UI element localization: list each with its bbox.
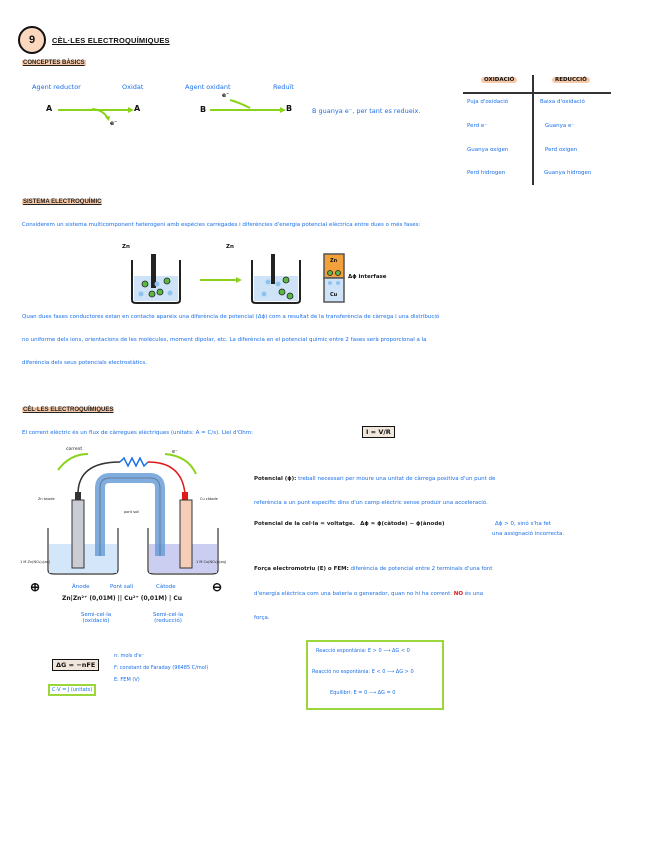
interface-label: Δϕ interfase (348, 274, 387, 280)
species-b-end: B (286, 104, 293, 113)
plus-sign-icon: ⊕ (30, 580, 41, 594)
table-cell: Perd hidrogen (467, 170, 506, 176)
interface-bottom-label: Cu (330, 292, 338, 298)
fem-definition-line2 (254, 591, 654, 597)
gibbs-formula-box: ΔG = −nFE (52, 659, 99, 671)
section-heading-sistema: SISTEMA ELECTROQUÍMIC (23, 199, 102, 205)
spontaneous-rule: Reacció espontània: E > 0 ⟶ ΔG < 0 (316, 648, 410, 654)
electron-flow-label: e⁻ (172, 449, 178, 455)
cell-potential-formula: Δϕ = ϕ(càtode) − ϕ(ànode) (360, 521, 445, 527)
gibbs-n: n: mols d'e⁻ (114, 653, 145, 659)
sistema-paragraph-line: no uniforme dels ions, orientacions de les molècules, moment dipolar, etc. La diferència en el potencial químic entre 2 fases serà proporcional a la (22, 337, 427, 343)
interface-top-label: Zn (330, 258, 338, 264)
beaker1-label: Zn (122, 244, 130, 250)
left-electrode-label: Zn ànode (38, 497, 55, 501)
ohm-law-box: I = V/R (362, 426, 395, 438)
beaker2-label: Zn (226, 244, 234, 250)
label-agent-oxidant: Agent oxidant (185, 83, 231, 91)
label-reduit: Reduït (273, 83, 294, 91)
table-cell: Puja d'oxidació (467, 99, 509, 105)
table-header-reduccio: REDUCCIÓ (552, 77, 590, 83)
fem-line1: diferència de potencial entre 2 terminals d'una font (350, 566, 493, 572)
table-cell: Perd oxigen (545, 147, 578, 153)
right-solution-label: 1 M Cu(NO₃)₂(aq) (196, 560, 227, 564)
left-halfcell-label: Semi-cel·la (oxidació) (80, 612, 112, 624)
table-horizontal-rule (463, 92, 611, 94)
cell-potential-line (254, 521, 445, 527)
cell-notation: Zn|Zn²⁺ (0,01M) || Cu²⁺ (0,01M) | Cu (62, 595, 182, 602)
fem-line3: força. (254, 615, 270, 621)
fem-definition-line1 (254, 566, 654, 572)
cell-potential-note2: una assignació incorrecta. (492, 531, 565, 537)
spontaneity-box (306, 640, 444, 710)
cell-potential-term: Potencial de la cel·la = voltatge. (254, 521, 355, 527)
gibbs-f: F: constant de Faraday (96485 C/mol) (114, 665, 209, 671)
electron-gain-arrow-icon (228, 98, 252, 110)
chapter-number: 9 (28, 34, 36, 46)
current-label: corrent (66, 447, 83, 452)
fem-line2a: d'energia elèctrica com una bateria o generador, quan no hi ha corrent. (254, 591, 452, 597)
sistema-intro: Considerem un sistema multicomponent heterogeni amb espècies carregades i diferències d'energia potencial elèctrica entre dues o més fases: (22, 222, 421, 228)
right-electrode-label: Cu càtode (200, 497, 218, 501)
table-vertical-rule (532, 75, 534, 185)
fem-line2b: és una (464, 591, 484, 597)
gibbs-e: E: FEM (V) (114, 677, 140, 683)
table-cell: Perd e⁻ (467, 123, 488, 129)
left-solution-label: 1 M Zn(NO₃)₂(aq) (20, 560, 51, 564)
cathode-label: Càtode (156, 584, 176, 590)
label-agent-reductor: Agent reductor (32, 83, 81, 91)
species-a-start: A (46, 104, 53, 113)
page-title: CÈL·LES ELECTROQUÍMIQUES (52, 36, 170, 45)
sistema-paragraph-line: Quan dues fases conductores estan en contacte apareix una diferència de potencial (Δϕ) com a resultat de la transferència de càrrega i una distribució (22, 314, 440, 320)
bridge-label: Pont salí (110, 584, 134, 590)
celles-intro: El corrent elèctric és un flux de càrregues elèctriques (unitats: A = C/s). Llei d'Ohm: (22, 430, 253, 436)
equilibrium-rule: Equilibri: E = 0 ⟶ ΔG = 0 (330, 690, 396, 696)
potencial-term: Potencial (ϕ): (254, 476, 297, 482)
label-oxidat: Oxidat (122, 83, 144, 91)
table-cell: Guanya oxigen (467, 147, 509, 153)
note-b-reduction: B guanya e⁻, per tant es redueix. (312, 107, 421, 115)
anode-label: Ànode (72, 584, 90, 590)
salt-bridge-label: pont salí (124, 510, 139, 514)
fem-term: Força electromotriu (E) o FEM: (254, 566, 349, 572)
electron-b: e⁻ (222, 92, 230, 99)
potencial-def2: referència a un punt específic dins d'un camp elèctric sense produir una acceleració. (254, 500, 488, 506)
species-a-end: A (134, 104, 141, 113)
cell-potential-note1: Δϕ > 0, sinó s'ha fet (495, 521, 551, 527)
units-box: C·V = J (unitats) (48, 684, 96, 696)
electron-release-arrow-icon (90, 108, 112, 122)
minus-sign-icon: ⊖ (212, 580, 223, 594)
right-halfcell-label: Semi-cel·la (reducció) (152, 612, 184, 624)
chapter-number-badge (18, 26, 46, 54)
table-header-oxidacio: OXIDACIÓ (481, 77, 517, 83)
section-heading-conceptes: CONCEPTES BÀSICS (23, 60, 85, 66)
non-spontaneous-rule: Reacció no espontània: E < 0 ⟶ ΔG > 0 (312, 669, 414, 675)
potencial-definition-line1 (254, 476, 654, 482)
electron-a: e⁻ (110, 120, 118, 127)
sistema-paragraph-line: diferència dels seus potencials electrostàtics. (22, 360, 148, 366)
table-cell: Baixa d'oxidació (540, 99, 585, 105)
beakers-diagram (120, 240, 420, 306)
species-b-start: B (200, 105, 207, 114)
table-cell: Guanya e⁻ (545, 123, 575, 129)
section-heading-celles: CÈL·LES ELECTROQUÍMIQUES (23, 407, 114, 413)
table-cell: Guanya hidrogen (544, 170, 592, 176)
potencial-def1: treball necessari per moure una unitat de càrrega positiva d'un punt de (298, 476, 496, 482)
fem-no-emphasis: NO (453, 591, 464, 597)
